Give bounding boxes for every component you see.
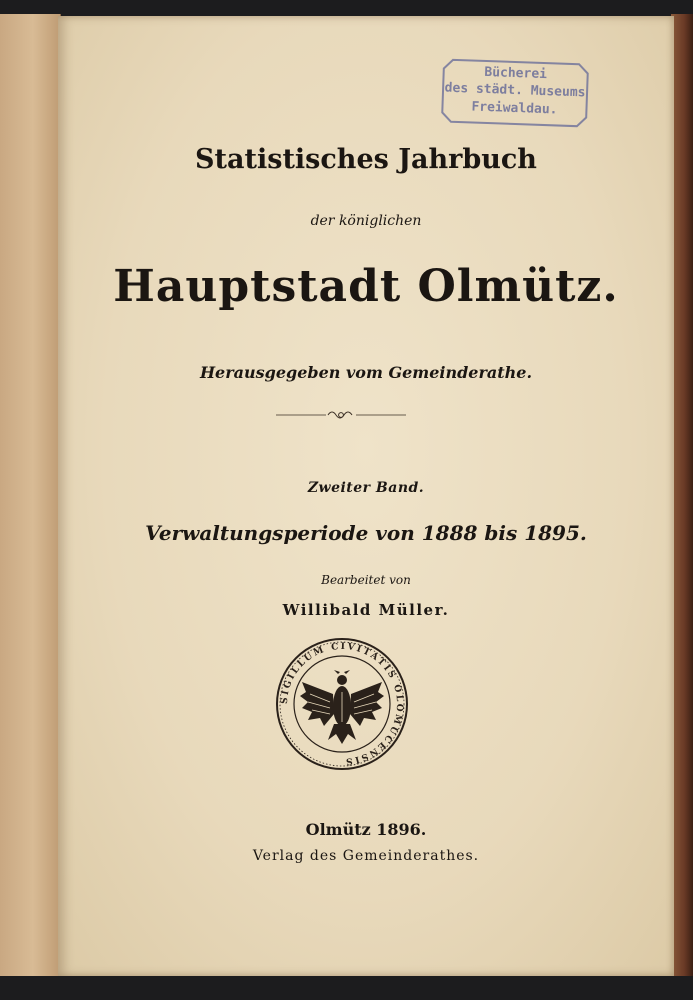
volume-label: Zweiter Band.	[307, 480, 425, 496]
seal-legend-text: SIGILLUM CIVITATIS OLOMUCENSIS	[279, 641, 405, 767]
author-name: Willibald Müller.	[282, 601, 450, 619]
period-label: Verwaltungsperiode von 1888 bis 1895.	[145, 521, 587, 545]
ornament-divider-icon	[276, 408, 406, 422]
title-line-2: der königlichen	[310, 213, 422, 229]
stamp-line-1: Bücherei	[484, 64, 548, 83]
binding-board	[671, 14, 693, 976]
stamp-line-3: Freiwaldau.	[471, 99, 558, 118]
imprint-line: Verlag des Gemeinderathes.	[252, 848, 480, 864]
eagle-seal-icon	[274, 636, 410, 772]
cover-edge	[0, 14, 61, 976]
edited-by-label: Bearbeitet von	[321, 573, 411, 587]
title-page	[58, 16, 674, 976]
title-line-3: Hauptstadt Olmütz.	[113, 261, 619, 312]
place-year: Olmütz 1896.	[305, 820, 427, 839]
title-line-1: Statistisches Jahrbuch	[195, 144, 537, 175]
publisher-line: Herausgegeben vom Gemeinderathe.	[199, 363, 533, 382]
stamp-line-2: des städt. Museums	[444, 80, 586, 101]
library-stamp	[439, 56, 591, 129]
